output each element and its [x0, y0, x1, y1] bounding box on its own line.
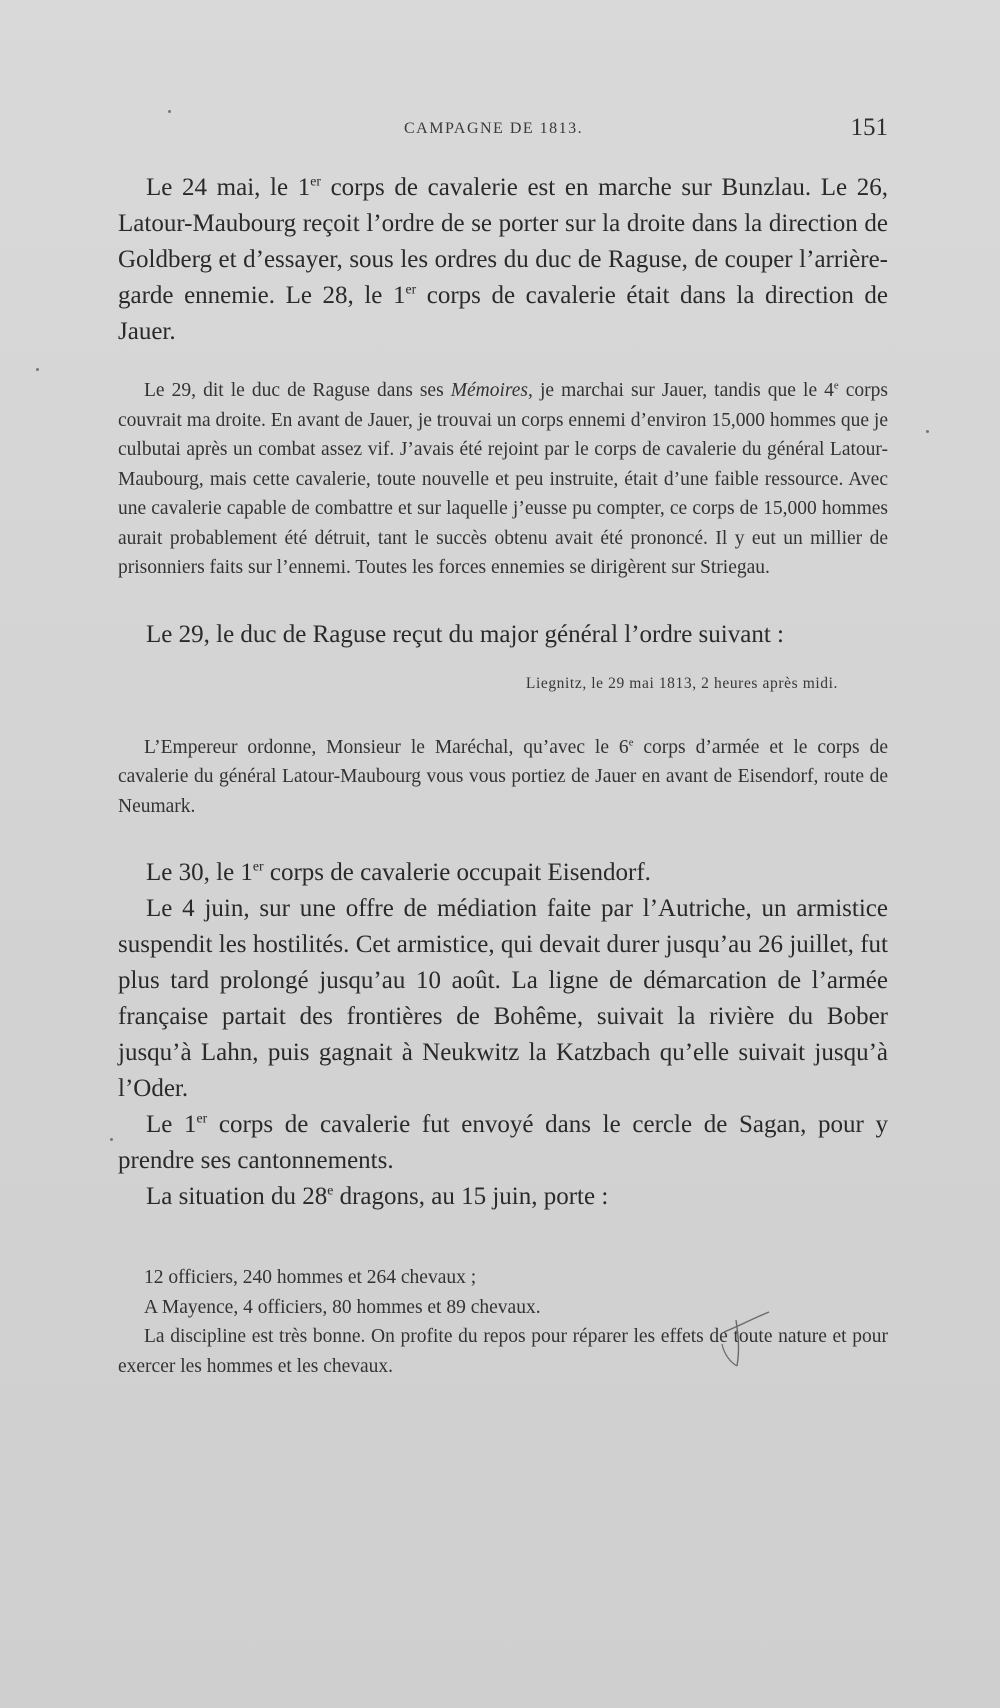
paragraph-sagan: Le 1er corps de cavalerie fut envoyé dans le cercle de Sagan, pour y prendre ses cantonnements.: [118, 1110, 888, 1174]
letter-dateline: Liegnitz, le 29 mai 1813, 2 heures après midi.: [525, 674, 838, 692]
paragraph-eisendorf: Le 30, le 1er corps de cavalerie occupait Eisendorf.: [146, 858, 651, 886]
paragraph-armistice: Le 4 juin, sur une offre de médiation faite par l’Autriche, un armistice suspendit les hostilités. Cet armistice, qui devait durer jusqu’au 26 juillet, fut plus tard prolongé jusqu’au 10 août. La ligne de démarcation de l’armée française partait des frontières de Bohême, suivait la rivière du Bober jusqu’à Lahn, puis gagnait à Neukwitz la Katzbach qu’elle suivait jusqu’à l’Oder.: [118, 895, 888, 1102]
quote-empereur-ordonne: L’Empereur ordonne, Monsieur le Maréchal, qu’avec le 6e corps d’armée et le corps de cavalerie du général Latour-Maubourg vous vous portiez de Jauer en avant de Eisendorf, route de Neumark.: [118, 736, 888, 817]
quote-memoires: Le 29, dit le duc de Raguse dans ses Mémoires, je marchai sur Jauer, tandis que le 4e corps couvrait ma droite. En avant de Jauer, je trouvai un corps ennemi d’environ 15,000 hommes que je culbutai après un combat assez vif. J’avais été rejoint par le corps de cavalerie du général Latour-Maubourg, mais cette cavalerie, toute nouvelle et peu instruite, était d’une faible ressource. Avec une cavalerie capable de combattre et sur laquelle j’eusse pu compter, ce corps de 15,000 hommes aurait probablement été détruit, tant le succès obtenu avait été prononcé. Il y eut un millier de prisonniers faits sur l’ennemi. Toutes les forces ennemies se dirigèrent sur Striegau.: [118, 379, 888, 578]
paragraph-bunzlau: Le 24 mai, le 1er corps de cavalerie est en marche sur Bunzlau. Le 26, Latour-Maubourg reçoit l’ordre de se porter sur la droite dans la direction de Goldberg et d’essayer, sous les ordres du duc de Raguse, de couper l’arrière-garde ennemie. Le 28, le 1er corps de cavalerie était dans la direction de Jauer.: [118, 173, 889, 345]
quote-situation-line1: 12 officiers, 240 hommes et 264 chevaux ;: [144, 1267, 477, 1288]
quote-situation-line2: A Mayence, 4 officiers, 80 hommes et 89 chevaux.: [144, 1296, 541, 1318]
paper-speck: [36, 368, 39, 371]
paper-speck: [168, 110, 171, 113]
paragraph-ordre-suivant: Le 29, le duc de Raguse reçut du major général l’ordre suivant :: [146, 620, 784, 648]
page-body: [118, 170, 888, 1381]
paper-speck: [926, 430, 929, 433]
paper-speck: [110, 1138, 113, 1141]
running-title: CAMPAGNE DE 1813.: [404, 120, 584, 137]
page-number: 151: [850, 114, 888, 141]
quote-situation-line3: La discipline est très bonne. On profite du repos pour réparer les effets de toute nature et pour exercer les hommes et les chevaux.: [118, 1326, 888, 1377]
page-header: [118, 114, 888, 144]
paragraph-28e-dragons: La situation du 28e dragons, au 15 juin, porte :: [146, 1182, 609, 1210]
pencil-mark-icon: [714, 1310, 774, 1370]
